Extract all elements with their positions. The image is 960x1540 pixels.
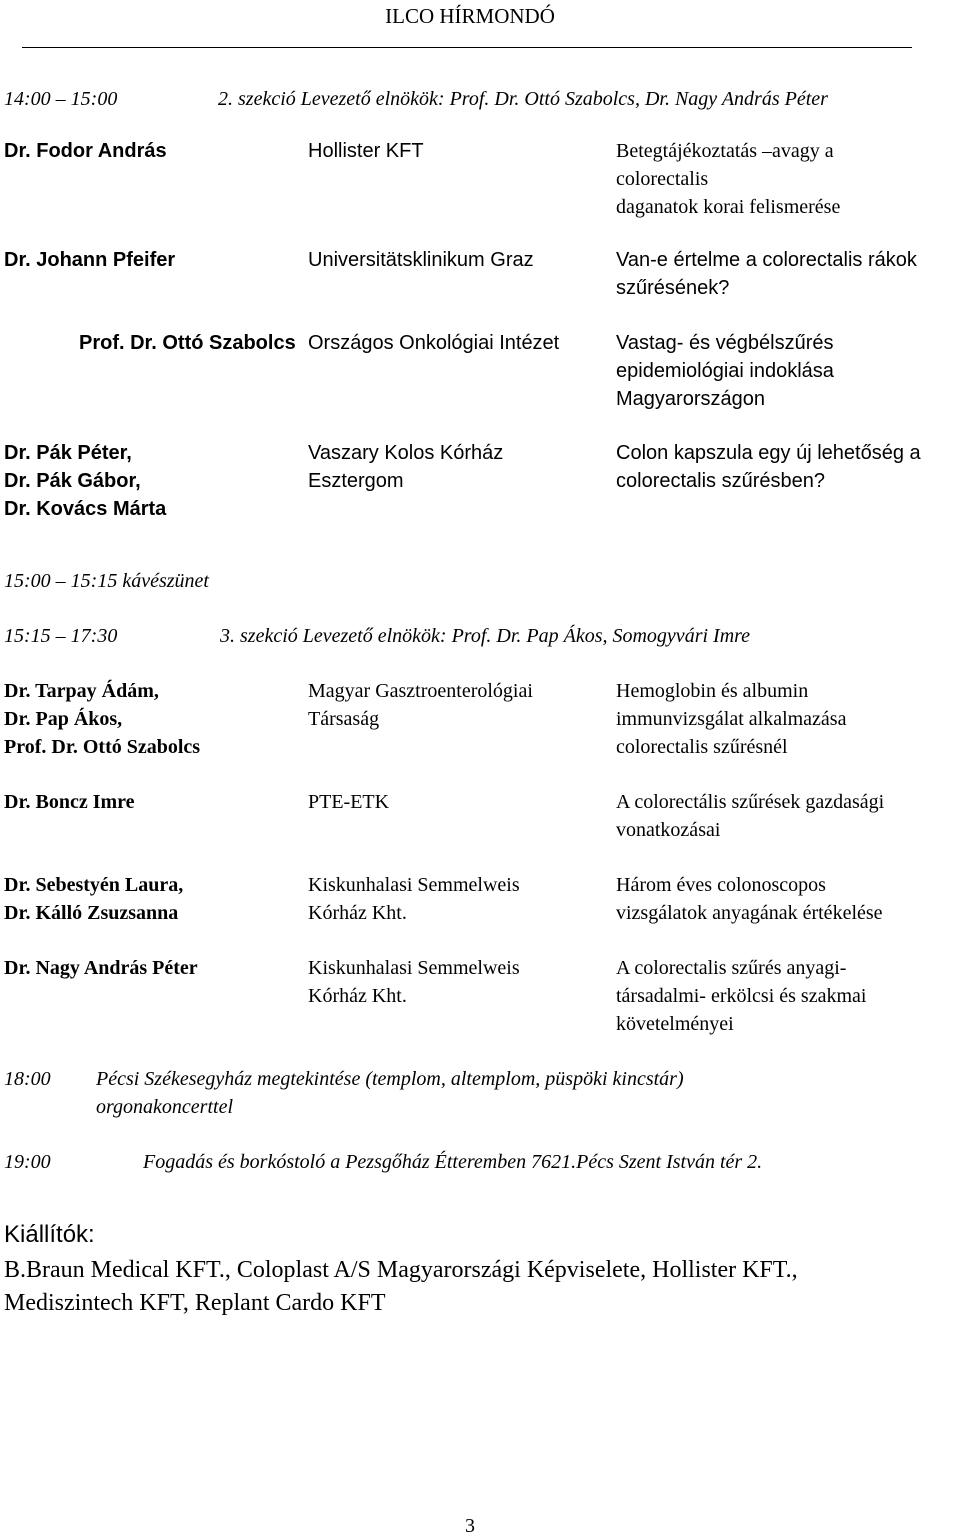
evening-line: Fogadás és borkóstoló a Pezsgőház Étteremben 7621.Pécs Szent István tér 2. (143, 1151, 763, 1173)
evening-description (96, 1065, 684, 1121)
session3-time: 15:15 – 17:30 (4, 625, 118, 647)
speaker-name: Dr. Pák Péter, (4, 442, 132, 464)
institution-name: Universitätsklinikum Graz (308, 249, 534, 271)
talk-title-line: Betegtájékoztatás –avagy a (616, 140, 834, 162)
institution-name: Hollister KFT (308, 140, 424, 162)
talk-title-line: epidemiológiai indoklása (616, 360, 834, 382)
speaker-name: Dr. Kálló Zsuzsanna (4, 902, 179, 924)
talk-title-line: vonatkozásai (616, 819, 721, 841)
talk-institution (308, 788, 389, 816)
institution-name: PTE-ETK (308, 791, 390, 813)
talk-institution (308, 137, 424, 165)
talk-title-line: Vastag- és végbélszűrés (616, 332, 834, 354)
session2-title: 2. szekció Levezető elnökök: Prof. Dr. Ottó Szabolcs, Dr. Nagy András Péter (218, 88, 828, 110)
talk-title-line: Magyarországon (616, 388, 765, 410)
talk-title (616, 788, 884, 844)
speaker-name: Dr. Sebestyén Laura, (4, 874, 184, 896)
speaker-name: Dr. Kovács Márta (4, 498, 167, 520)
talk-title-line: követelményei (616, 1013, 734, 1035)
talk-title-line: immunvizsgálat alkalmazása (616, 708, 847, 730)
talk-institution (308, 954, 520, 1010)
talk-title (616, 246, 917, 302)
institution-name: Esztergom (308, 470, 404, 492)
talk-title-line: Van-e értelme a colorectalis rákok (616, 249, 917, 271)
page-number: 3 (465, 1515, 475, 1537)
talk-title (616, 329, 834, 413)
evening-time: 18:00 (4, 1068, 51, 1090)
speaker-name: Dr. Pap Ákos, (4, 708, 123, 730)
exhibitors-title: Kiállítók: (4, 1221, 95, 1248)
institution-name: Kórház Kht. (308, 902, 407, 924)
speaker-name: Prof. Dr. Ottó Szabolcs (79, 332, 296, 354)
talk-title-line: colorectalis szűrésben? (616, 470, 825, 492)
exhibitors-list (4, 1254, 798, 1320)
talk-speaker (4, 137, 167, 165)
talk-speaker (4, 954, 198, 982)
talk-title-line: colorectalis (616, 168, 709, 190)
speaker-name: Dr. Tarpay Ádám, (4, 680, 159, 702)
talk-title-line: szűrésének? (616, 277, 730, 299)
exhibitors-line: B.Braun Medical KFT., Coloplast A/S Magyarországi Képviselete, Hollister KFT., (4, 1257, 798, 1283)
session2-time: 14:00 – 15:00 (4, 88, 118, 110)
speaker-name: Dr. Fodor András (4, 140, 167, 162)
institution-name: Társaság (308, 708, 380, 730)
institution-name: Vaszary Kolos Kórház (308, 442, 504, 464)
institution-name: Kiskunhalasi Semmelweis (308, 957, 520, 979)
talk-institution (308, 677, 533, 733)
talk-speaker (4, 246, 175, 274)
talk-title-line: társadalmi- erkölcsi és szakmai (616, 985, 867, 1007)
evening-time: 19:00 (4, 1151, 51, 1173)
talk-title-line: colorectalis szűrésnél (616, 736, 788, 758)
talk-title-line: A colorectális szűrések gazdasági (616, 791, 885, 813)
talk-title-line: A colorectalis szűrés anyagi- (616, 957, 847, 979)
exhibitors-line: Mediszintech KFT, Replant Cardo KFT (4, 1290, 386, 1316)
talk-speaker (79, 329, 301, 357)
institution-name: Kórház Kht. (308, 985, 407, 1007)
talk-title-line: Három éves colonoscopos (616, 874, 826, 896)
talk-title (616, 439, 921, 495)
institution-name: Magyar Gasztroenterológiai (308, 680, 533, 702)
institution-name: Országos Onkológiai Intézet (308, 332, 560, 354)
speaker-name: Dr. Johann Pfeifer (4, 249, 176, 271)
coffee-break: 15:00 – 15:15 kávészünet (4, 570, 209, 592)
talk-institution (308, 871, 520, 927)
evening-line: Pécsi Székesegyház megtekintése (templom, altemplom, püspöki kincstár) (96, 1068, 684, 1090)
speaker-name: Dr. Nagy András Péter (4, 957, 198, 979)
talk-title (616, 137, 840, 221)
talk-title (616, 871, 883, 927)
talk-speaker (4, 871, 183, 927)
talk-speaker (4, 439, 166, 523)
institution-name: Kiskunhalasi Semmelweis (308, 874, 520, 896)
evening-line: orgonakoncerttel (96, 1096, 234, 1118)
talk-title (616, 677, 846, 761)
talk-title-line: Colon kapszula egy új lehetőség a (616, 442, 921, 464)
talk-title-line: Hemoglobin és albumin (616, 680, 809, 702)
speaker-name: Dr. Boncz Imre (4, 791, 135, 813)
talk-institution (308, 439, 503, 495)
talk-speaker (4, 788, 135, 816)
talk-institution (308, 246, 534, 274)
talk-title-line: daganatok korai felismerése (616, 196, 841, 218)
talk-title (616, 954, 866, 1038)
talk-title-line: vizsgálatok anyagának értékelése (616, 902, 883, 924)
header-divider (22, 47, 912, 48)
talk-institution (308, 329, 559, 357)
talk-speaker (4, 677, 200, 761)
page-header-title: ILCO HÍRMONDÓ (385, 4, 555, 28)
session3-title: 3. szekció Levezető elnökök: Prof. Dr. Pap Ákos, Somogyvári Imre (220, 625, 751, 647)
speaker-name: Dr. Pák Gábor, (4, 470, 141, 492)
evening-description (143, 1148, 762, 1176)
speaker-name: Prof. Dr. Ottó Szabolcs (4, 736, 201, 758)
